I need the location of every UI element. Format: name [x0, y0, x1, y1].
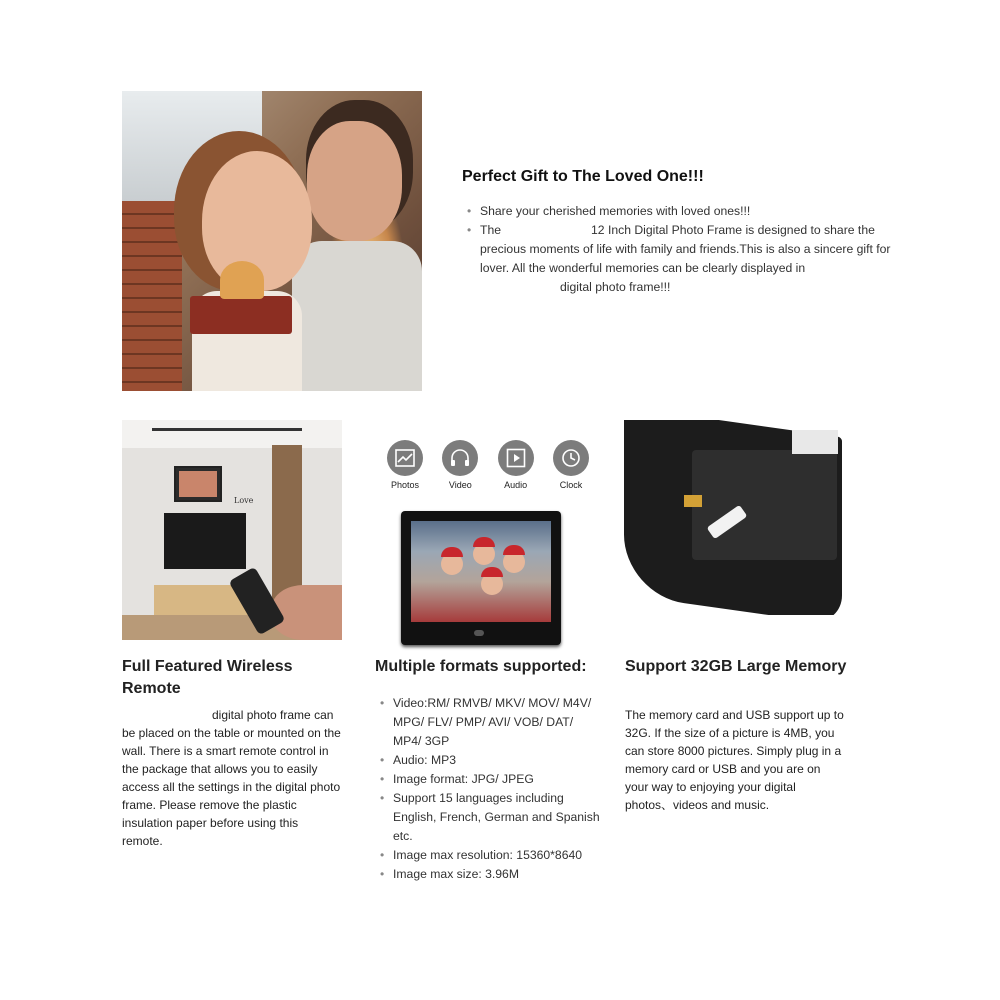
bullet-icon: •: [467, 223, 472, 237]
list-item: • Image max size: 3.96M: [375, 865, 601, 884]
bullet-icon: •: [380, 772, 385, 786]
bullet-icon: •: [467, 204, 472, 218]
format-label: Photos: [390, 480, 420, 490]
clock-icon: [553, 440, 589, 476]
remote-body-lead: digital photo frame: [212, 708, 311, 722]
formats-list: [375, 694, 601, 884]
hero-bullet-1-text: Share your cherished memories with loved ones!!!: [480, 204, 751, 218]
hero-title: Perfect Gift to The Loved One!!!: [462, 168, 704, 185]
remote-description: [122, 706, 342, 850]
hero-bullets: [462, 202, 902, 297]
bullet-icon: •: [380, 753, 385, 767]
format-label: Clock: [559, 480, 583, 490]
hero-bullet-2-end: digital photo frame!!!: [560, 280, 671, 294]
memory-card-icon: [684, 495, 702, 507]
list-item: • Video:RM/ RMVB/ MKV/ MOV/ M4V/ MPG/ FLV/ PMP/ AVI/ VOB/ DAT/ MP4/ 3GP: [380, 696, 592, 748]
formats-title: Multiple formats supported:: [375, 658, 587, 675]
bullet-icon: •: [380, 791, 385, 805]
formats-image: [375, 420, 597, 650]
format-video: [438, 440, 482, 490]
photo-icon: [387, 440, 423, 476]
remote-body-text: can be placed on the table or mounted on the wall. There is a smart remote control in the package that allows you to easily access all the settings in the digital photo frame. Please remove the plastic insulation paper before using this remote.: [122, 708, 341, 848]
format-label: Video: [448, 480, 472, 490]
digital-photo-frame-image: [401, 511, 561, 645]
living-room-remote-image: [122, 420, 342, 640]
feature-memory: [622, 420, 847, 812]
hero-bullet-2-text: 12 Inch Digital Photo Frame is designed to share the precious moments of life with family and friends.This is also a sincere gift for lover. All the wonderful memories can be clearly displayed in: [480, 223, 891, 275]
love-text: Love: [234, 496, 254, 505]
list-item: [462, 221, 902, 297]
memory-title: Support 32GB Large Memory: [625, 658, 847, 675]
feature-remote: [122, 420, 342, 848]
list-item: • Image max resolution: 15360*8640: [375, 846, 601, 865]
remote-title: Full Featured Wireless Remote: [122, 658, 293, 697]
list-item: [462, 202, 902, 221]
bullet-icon: •: [380, 867, 385, 881]
list-item: • Support 15 languages including English, French, German and Spanish etc.: [380, 791, 600, 843]
format-clock: [549, 440, 593, 490]
format-audio: [494, 440, 538, 490]
frame-back-usb-image: [622, 420, 844, 615]
hero-text-block: [462, 168, 902, 297]
play-video-icon: [498, 440, 534, 476]
bullet-icon: •: [380, 696, 385, 710]
hero-bullet-2-pre: The: [480, 223, 502, 237]
memory-description: The memory card and USB support up to 32G. If the size of a picture is 4MB, you can store 8000 pictures. Simply plug in a memory card or USB and you are on your way to enjoying your digital photos、videos and music.: [625, 708, 844, 812]
feature-formats: [375, 420, 600, 881]
hero-photo-couple-gift: [122, 91, 422, 391]
bullet-icon: •: [380, 848, 385, 862]
list-item: • Image format: JPG/ JPEG: [375, 770, 601, 789]
format-photos: [383, 440, 427, 490]
format-label: Audio: [504, 480, 528, 490]
list-item: • Audio: MP3: [375, 751, 601, 770]
headphones-icon: [442, 440, 478, 476]
